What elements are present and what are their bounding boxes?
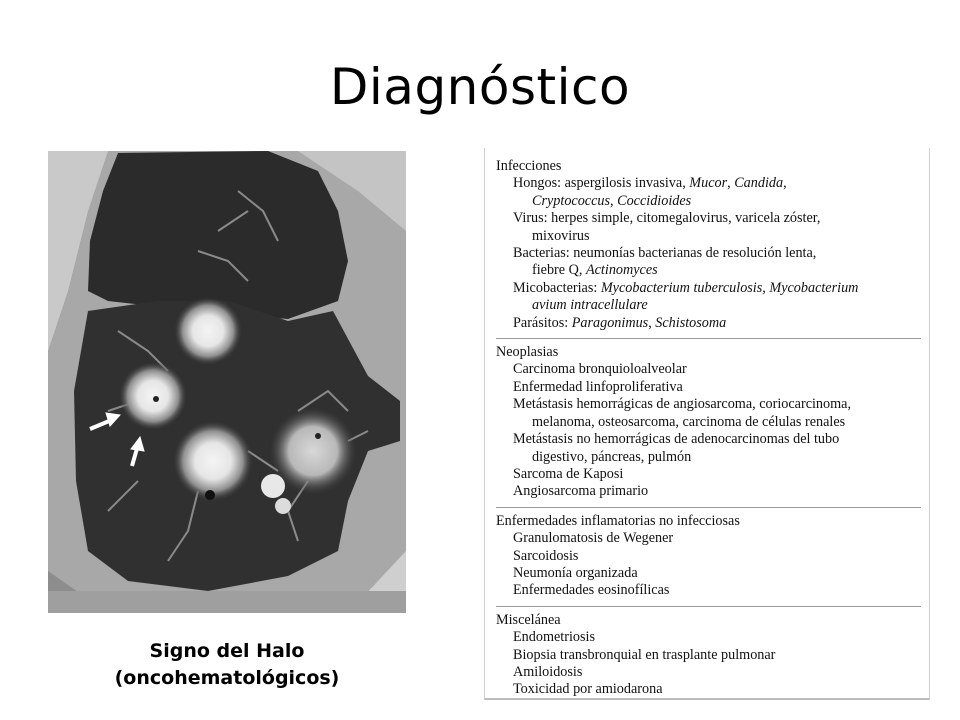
item-italic: Mycobacterium xyxy=(769,279,859,296)
item-italic: Schistosoma xyxy=(655,314,727,331)
slide-title: Diagnóstico xyxy=(329,58,631,116)
list-item: Bacterias: neumonías bacterianas de resolución lenta, xyxy=(513,245,817,262)
item-text: Hongos: aspergilosis invasiva, xyxy=(513,175,690,192)
item-text: Parásitos: xyxy=(513,314,572,331)
list-item: Angiosarcoma primario xyxy=(513,483,649,500)
caption-line-2: (oncohematológicos) xyxy=(114,667,340,689)
item-text: , xyxy=(783,175,787,192)
item-text: Micobacterias: xyxy=(513,279,601,296)
list-item: Metástasis hemorrágicas de angiosarcoma, coriocarcinoma, xyxy=(513,396,851,413)
section-heading: Infecciones xyxy=(496,158,562,174)
item-italic: Mycobacterium tuberculosis xyxy=(600,279,763,296)
section-inflamatorias xyxy=(496,507,921,600)
list-item: Sarcoidosis xyxy=(513,547,579,564)
list-item-continuation: mixovirus xyxy=(532,227,590,244)
list-item: Virus: herpes simple, citomegalovirus, varicela zóster, xyxy=(513,210,821,227)
item-text: , xyxy=(762,279,770,296)
list-item xyxy=(496,175,921,192)
section-infecciones xyxy=(496,158,921,332)
list-item-continuation xyxy=(496,297,921,314)
item-italic: Coccidioides xyxy=(617,192,692,209)
item-text: fiebre Q, xyxy=(532,262,586,279)
list-item: Sarcoma de Kaposi xyxy=(513,465,624,482)
list-item: Carcinoma bronquioloalveolar xyxy=(513,361,687,378)
caption-line-1: Signo del Halo xyxy=(149,640,305,662)
list-item: Biopsia transbronquial en trasplante pulmonar xyxy=(513,646,776,663)
list-item: Amiloidosis xyxy=(513,663,583,680)
list-item: Enfermedades eosinofílicas xyxy=(513,582,670,599)
list-item: Enfermedad linfoproliferativa xyxy=(513,378,683,395)
item-text: , xyxy=(648,314,656,331)
list-item xyxy=(496,280,921,297)
list-item-continuation xyxy=(496,262,921,279)
item-italic: Candida xyxy=(734,175,784,192)
image-caption xyxy=(48,638,406,692)
item-text: , xyxy=(727,175,735,192)
item-italic: Cryptococcus xyxy=(532,192,611,209)
item-italic: avium intracellulare xyxy=(532,297,648,314)
section-heading: Neoplasias xyxy=(496,344,559,361)
item-italic: Actinomyces xyxy=(585,262,658,279)
list-item: Toxicidad por amiodarona xyxy=(513,681,663,698)
item-italic: Mucor xyxy=(689,175,728,192)
list-item-continuation: melanoma, osteosarcoma, carcinoma de células renales xyxy=(532,413,846,430)
list-item-continuation xyxy=(496,193,921,210)
ct-scan-graphic xyxy=(48,151,406,613)
item-italic: Paragonimus xyxy=(571,314,649,331)
list-item: Granulomatosis de Wegener xyxy=(513,530,674,547)
section-heading: Miscelánea xyxy=(496,611,561,628)
differential-diagnosis-table xyxy=(484,148,930,700)
section-heading: Enfermedades inflamatorias no infecciosas xyxy=(496,512,740,529)
list-item: Metástasis no hemorrágicas de adenocarcinomas del tubo xyxy=(513,431,840,448)
list-item: Neumonía organizada xyxy=(513,564,638,581)
list-item-continuation: digestivo, páncreas, pulmón xyxy=(532,448,692,465)
ct-scan-image xyxy=(48,151,406,613)
list-item: Endometriosis xyxy=(513,629,595,646)
list-item xyxy=(496,315,921,332)
section-neoplasias xyxy=(496,338,921,501)
item-text: , xyxy=(610,192,618,209)
section-miscelanea xyxy=(496,606,921,699)
